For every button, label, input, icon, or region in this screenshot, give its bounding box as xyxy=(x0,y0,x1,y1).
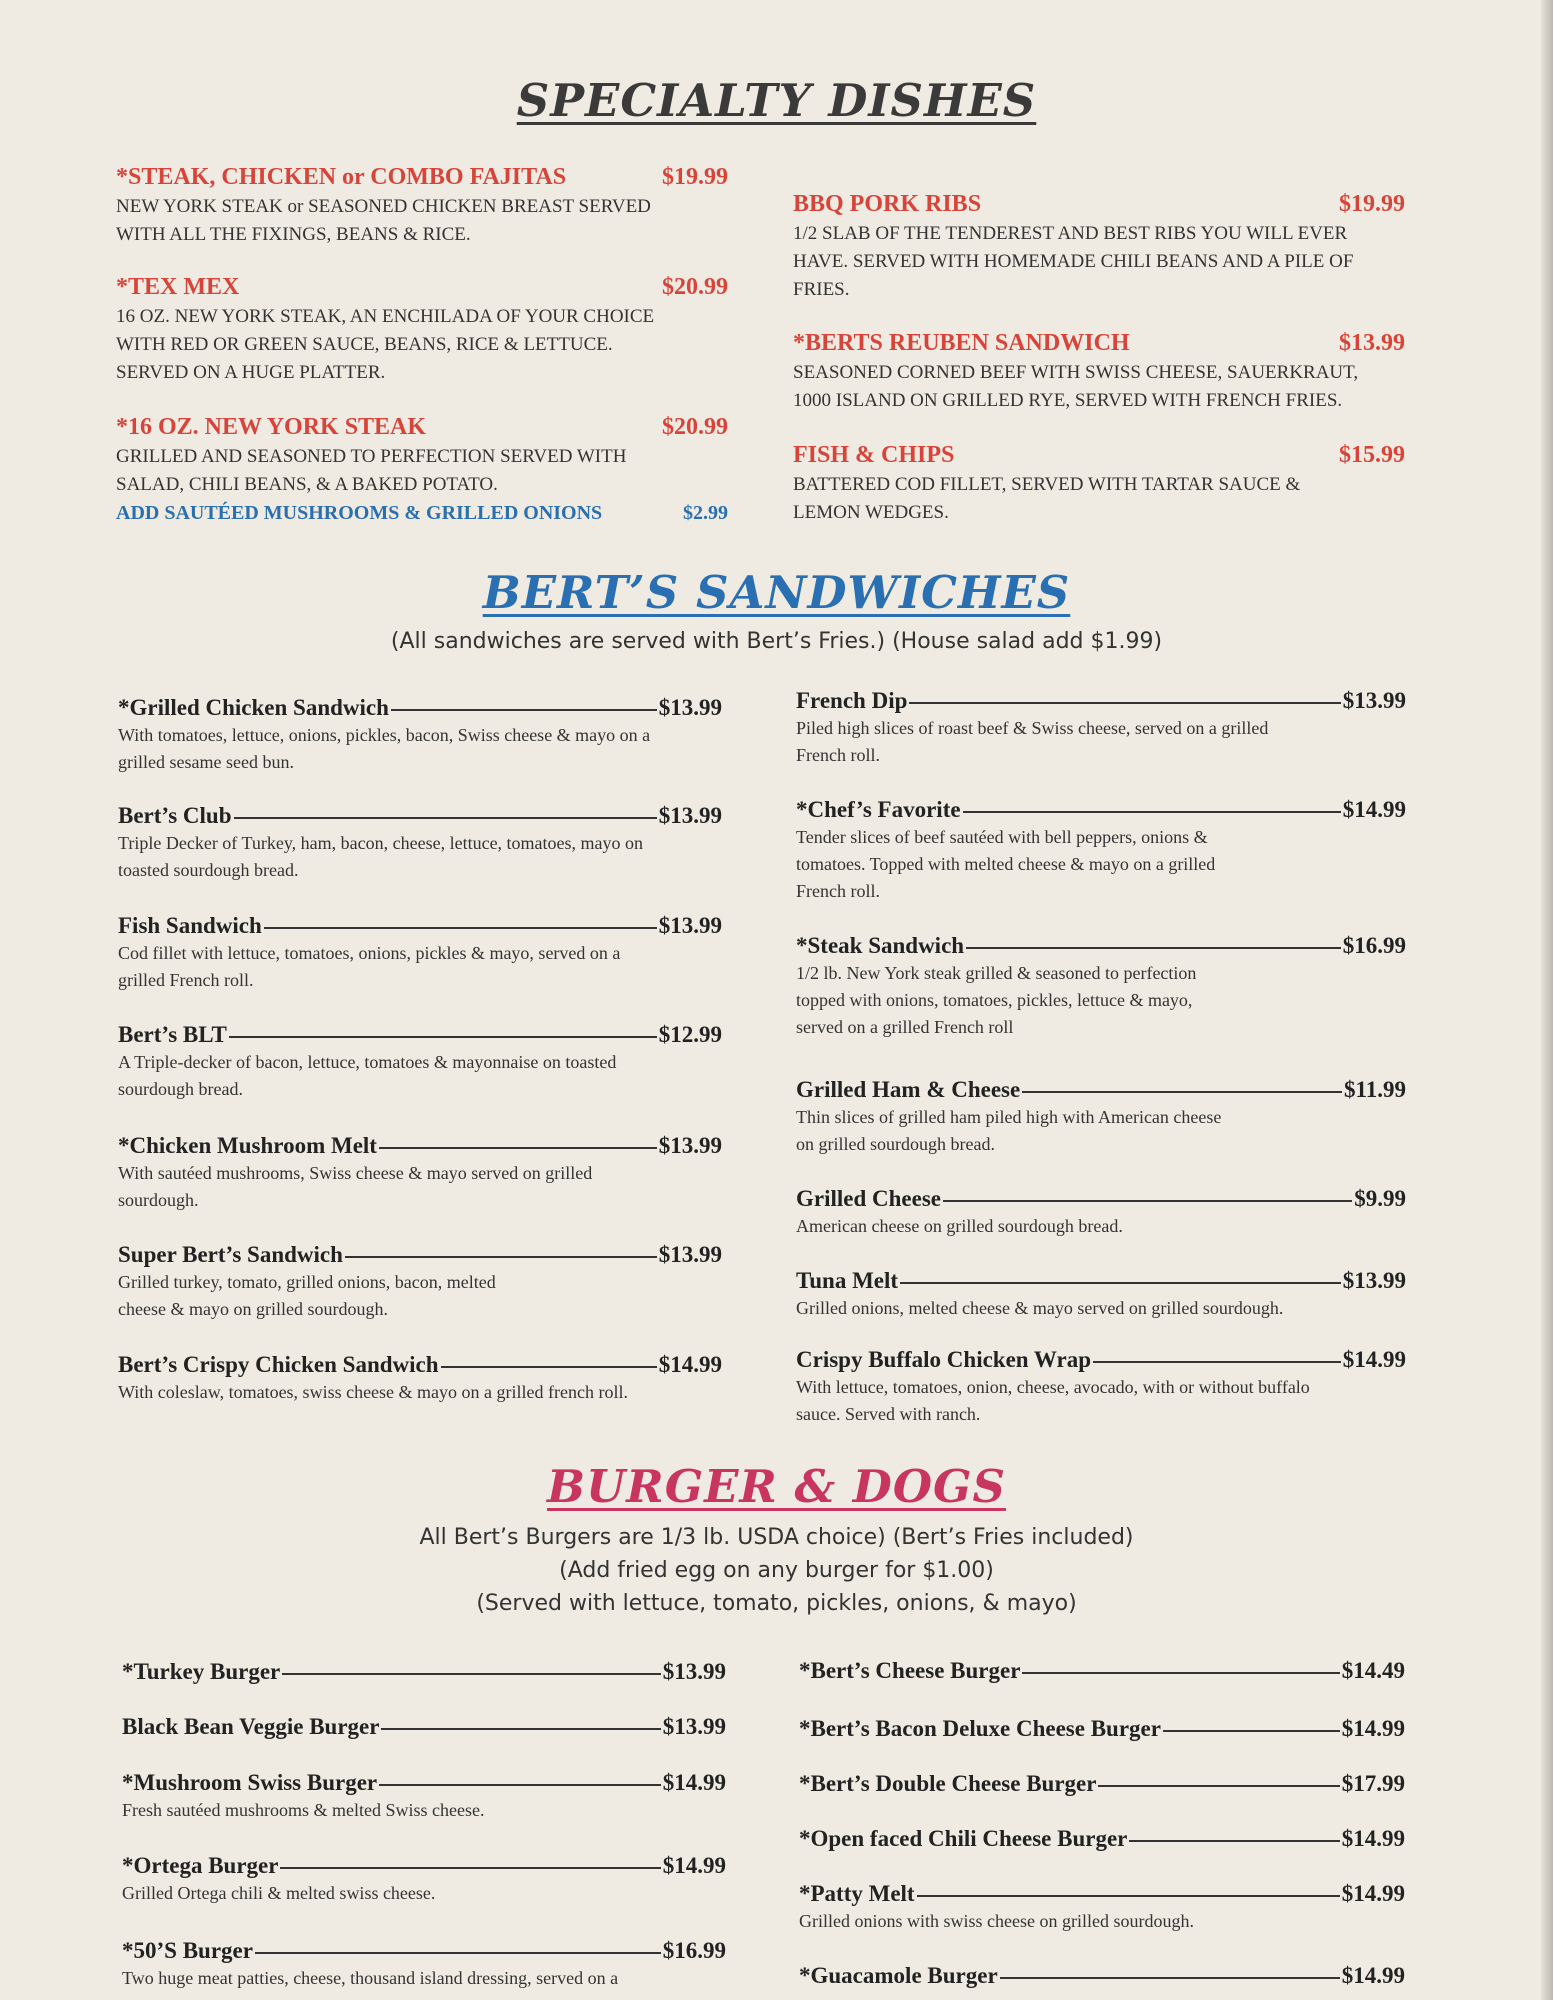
burgers-title: BURGER & DOGS xyxy=(547,1460,1006,1513)
item-name: *Turkey Burger xyxy=(122,1659,281,1684)
menu-item xyxy=(118,1241,722,1323)
specialty-title: SPECIALTY DISHES xyxy=(516,74,1037,127)
menu-item-header xyxy=(118,694,722,722)
leader-line xyxy=(909,702,1340,704)
description-line: With coleslaw, tomatoes, swiss cheese & mayo on a grilled french roll. xyxy=(118,1382,628,1402)
specialty-item-header xyxy=(116,273,728,301)
menu-item xyxy=(118,802,722,884)
item-price: $11.99 xyxy=(1344,1077,1406,1102)
item-description xyxy=(116,303,728,387)
description-line: WITH ALL THE FIXINGS, BEANS & RICE. xyxy=(116,224,471,245)
specialty-item-header xyxy=(116,163,728,191)
item-name: *Ortega Burger xyxy=(122,1853,279,1878)
description-line: SERVED ON A HUGE PLATTER. xyxy=(116,362,386,383)
item-name: Bert’s Club xyxy=(118,803,232,828)
menu-item xyxy=(799,1657,1405,1685)
item-name: *Bert’s Double Cheese Burger xyxy=(799,1771,1097,1796)
menu-item-header xyxy=(799,1657,1405,1685)
item-name: Fish Sandwich xyxy=(118,913,262,938)
leader-line xyxy=(1022,1091,1342,1093)
leader-line xyxy=(1163,1730,1340,1732)
menu-item-header xyxy=(796,1185,1406,1213)
menu-item-header xyxy=(122,1713,726,1741)
leader-line xyxy=(229,1036,657,1038)
description-line: toasted sourdough bread. xyxy=(118,860,299,880)
item-description xyxy=(796,715,1406,769)
item-price: $14.99 xyxy=(1341,1881,1405,1906)
item-price: $13.99 xyxy=(658,803,722,828)
specialty-item xyxy=(793,190,1405,304)
item-name: *STEAK, CHICKEN or COMBO FAJITAS xyxy=(116,164,567,190)
description-line: LEMON WEDGES. xyxy=(793,502,949,523)
item-price: $14.99 xyxy=(1341,1963,1405,1988)
menu-item xyxy=(796,1267,1406,1322)
item-description xyxy=(793,359,1405,415)
menu-item xyxy=(799,1715,1405,1743)
description-line: Thin slices of grilled ham piled high with American cheese xyxy=(796,1107,1222,1127)
description-line: Grilled onions with swiss cheese on grilled sourdough. xyxy=(799,1911,1194,1931)
menu-item xyxy=(122,1658,726,1686)
item-price: $12.99 xyxy=(658,1022,722,1047)
item-name: Bert’s Crispy Chicken Sandwich xyxy=(118,1352,439,1377)
item-price: $13.99 xyxy=(658,1133,722,1158)
addon-name: ADD SAUTÉED MUSHROOMS & GRILLED ONIONS xyxy=(116,502,603,524)
menu-item xyxy=(796,796,1406,905)
menu-item xyxy=(799,1825,1405,1853)
item-price: $14.99 xyxy=(1341,1716,1405,1741)
menu-item xyxy=(122,1852,726,1907)
specialty-item xyxy=(793,329,1405,415)
item-description xyxy=(116,443,728,499)
description-line: 16 OZ. NEW YORK STEAK, AN ENCHILADA OF YOUR CHOICE xyxy=(116,306,655,327)
item-price: $13.99 xyxy=(658,1242,722,1267)
item-name: Super Bert’s Sandwich xyxy=(118,1242,343,1267)
item-price: $16.99 xyxy=(1342,933,1406,958)
description-line: grilled sesame seed bun. xyxy=(118,752,294,772)
menu-item xyxy=(118,1021,722,1103)
leader-line xyxy=(1098,1785,1339,1787)
menu-item xyxy=(796,1346,1406,1428)
menu-item-header xyxy=(122,1937,726,1965)
item-price: $13.99 xyxy=(662,1659,726,1684)
item-price: $14.99 xyxy=(662,1853,726,1878)
description-line: A Triple-decker of bacon, lettuce, tomatoes & mayonnaise on toasted xyxy=(118,1052,617,1072)
item-description xyxy=(118,722,722,776)
item-description xyxy=(793,220,1405,304)
description-line: sauce. Served with ranch. xyxy=(796,1404,981,1424)
description-line: Grilled turkey, tomato, grilled onions, bacon, melted xyxy=(118,1272,496,1292)
specialty-item-header xyxy=(793,329,1405,357)
description-line: HAVE. SERVED WITH HOMEMADE CHILI BEANS AND A PILE OF xyxy=(793,251,1354,272)
burgers-note-1: All Bert’s Burgers are 1/3 lb. USDA choice) (Bert’s Fries included) xyxy=(419,1525,1134,1550)
description-line: Two huge meat patties, cheese, thousand island dressing, served on a xyxy=(122,1968,619,1988)
description-line: Triple Decker of Turkey, ham, bacon, cheese, lettuce, tomatoes, mayo on xyxy=(118,833,644,853)
menu-item-header xyxy=(799,1715,1405,1743)
description-line: Tender slices of beef sautéed with bell peppers, onions & xyxy=(796,827,1208,847)
menu-item-header xyxy=(796,1076,1406,1104)
description-line: SEASONED CORNED BEEF WITH SWISS CHEESE, SAUERKRAUT, xyxy=(793,362,1359,383)
specialty-item xyxy=(793,441,1405,527)
description-line: NEW YORK STEAK or SEASONED CHICKEN BREAST SERVED xyxy=(116,196,651,217)
leader-line xyxy=(963,811,1341,813)
item-price: $13.99 xyxy=(1339,330,1405,356)
menu-item-header xyxy=(118,912,722,940)
menu-item xyxy=(799,1962,1405,1990)
leader-line xyxy=(441,1366,657,1368)
leader-line xyxy=(1129,1840,1339,1842)
menu-item-header xyxy=(799,1825,1405,1853)
menu-item xyxy=(796,687,1406,769)
menu-item-header xyxy=(799,1770,1405,1798)
item-price: $19.99 xyxy=(1339,191,1405,217)
description-line: Grilled onions, melted cheese & mayo served on grilled sourdough. xyxy=(796,1298,1284,1318)
description-line: French roll. xyxy=(796,881,880,901)
item-name: *Bert’s Cheese Burger xyxy=(799,1658,1021,1683)
item-price: $19.99 xyxy=(662,164,728,190)
leader-line xyxy=(282,1673,661,1675)
item-name: Grilled Ham & Cheese xyxy=(796,1077,1021,1102)
item-price: $20.99 xyxy=(662,414,728,440)
item-description xyxy=(118,1269,722,1323)
item-name: *Grilled Chicken Sandwich xyxy=(118,695,389,720)
description-line: Fresh sautéed mushrooms & melted Swiss cheese. xyxy=(122,1800,485,1820)
item-name: *Mushroom Swiss Burger xyxy=(122,1770,378,1795)
description-line: cheese & mayo on grilled sourdough. xyxy=(118,1299,388,1319)
description-line: GRILLED AND SEASONED TO PERFECTION SERVED WITH xyxy=(116,446,627,467)
page-edge xyxy=(1541,0,1553,2000)
specialty-item-header xyxy=(116,413,728,441)
menu-item-header xyxy=(796,687,1406,715)
specialty-item xyxy=(116,163,728,249)
description-line: WITH RED OR GREEN SAUCE, BEANS, RICE & LETTUCE. xyxy=(116,334,613,355)
item-description xyxy=(799,1908,1405,1935)
item-description xyxy=(122,1965,726,1992)
specialty-item xyxy=(116,413,728,527)
leader-line xyxy=(1000,1977,1340,1979)
description-line: 1/2 SLAB OF THE TENDEREST AND BEST RIBS YOU WILL EVER xyxy=(793,223,1348,244)
description-line: on grilled sourdough bread. xyxy=(796,1134,995,1154)
menu-item xyxy=(796,932,1406,1041)
burgers-note-3: (Served with lettuce, tomato, pickles, onions, & mayo) xyxy=(476,1591,1077,1616)
description-line: 1000 ISLAND ON GRILLED RYE, SERVED WITH FRENCH FRIES. xyxy=(793,390,1343,411)
menu-item-header xyxy=(799,1880,1405,1908)
item-description xyxy=(118,940,722,994)
leader-line xyxy=(966,947,1341,949)
description-line: sourdough. xyxy=(118,1190,199,1210)
menu-item-header xyxy=(122,1658,726,1686)
menu-item xyxy=(118,1351,722,1406)
menu-item-header xyxy=(796,796,1406,824)
item-name: *Steak Sandwich xyxy=(796,933,965,958)
description-line: With lettuce, tomatoes, onion, cheese, avocado, with or without buffalo xyxy=(796,1377,1310,1397)
leader-line xyxy=(381,1728,660,1730)
leader-line xyxy=(280,1867,660,1869)
menu-item-header xyxy=(122,1852,726,1880)
item-name: Bert’s BLT xyxy=(118,1022,227,1047)
item-description xyxy=(118,1049,722,1103)
item-price: $13.99 xyxy=(1342,1268,1406,1293)
menu-item xyxy=(796,1076,1406,1158)
menu-item-header xyxy=(796,932,1406,960)
item-name: BBQ PORK RIBS xyxy=(793,191,982,217)
description-line: sourdough bread. xyxy=(118,1079,243,1099)
item-price: $14.99 xyxy=(1341,1826,1405,1851)
item-description xyxy=(796,1213,1406,1240)
leader-line xyxy=(264,927,657,929)
leader-line xyxy=(900,1282,1341,1284)
addon-price: $2.99 xyxy=(683,502,728,524)
item-description xyxy=(796,824,1406,905)
addon-line xyxy=(116,499,728,527)
item-name: *BERTS REUBEN SANDWICH xyxy=(793,330,1130,356)
item-description xyxy=(122,1797,726,1824)
item-name: Black Bean Veggie Burger xyxy=(122,1714,380,1739)
menu-item xyxy=(799,1880,1405,1935)
item-price: $14.49 xyxy=(1341,1658,1405,1683)
specialty-item-header xyxy=(793,441,1405,469)
leader-line xyxy=(943,1200,1352,1202)
menu-item xyxy=(799,1770,1405,1798)
item-name: FISH & CHIPS xyxy=(793,442,955,468)
item-price: $14.99 xyxy=(662,1770,726,1795)
description-line: American cheese on grilled sourdough bread. xyxy=(796,1216,1123,1236)
leader-line xyxy=(379,1784,661,1786)
menu-item-header xyxy=(122,1769,726,1797)
leader-line xyxy=(391,709,657,711)
sandwiches-title: BERT’S SANDWICHES xyxy=(482,566,1071,619)
item-description xyxy=(796,1374,1406,1428)
item-description xyxy=(116,193,728,249)
item-description xyxy=(118,1160,722,1214)
menu-item xyxy=(796,1185,1406,1240)
item-name: Grilled Cheese xyxy=(796,1186,941,1211)
menu-item-header xyxy=(118,1021,722,1049)
leader-line xyxy=(917,1895,1340,1897)
leader-line xyxy=(1022,1672,1339,1674)
item-price: $16.99 xyxy=(662,1938,726,1963)
menu-item xyxy=(122,1713,726,1741)
description-line: With tomatoes, lettuce, onions, pickles, bacon, Swiss cheese & mayo on a xyxy=(118,725,651,745)
menu-item xyxy=(122,1937,726,1992)
description-line: BATTERED COD FILLET, SERVED WITH TARTAR SAUCE & xyxy=(793,474,1301,495)
menu-item xyxy=(118,912,722,994)
item-name: French Dip xyxy=(796,688,908,713)
leader-line xyxy=(1093,1361,1341,1363)
specialty-item-header xyxy=(793,190,1405,218)
menu-item xyxy=(118,1132,722,1214)
menu-item-header xyxy=(799,1962,1405,1990)
menu-item xyxy=(118,694,722,776)
item-price: $20.99 xyxy=(662,274,728,300)
item-price: $15.99 xyxy=(1339,442,1405,468)
leader-line xyxy=(345,1256,657,1258)
item-description xyxy=(796,960,1406,1041)
item-description xyxy=(796,1295,1406,1322)
description-line: With sautéed mushrooms, Swiss cheese & mayo served on grilled xyxy=(118,1163,593,1183)
item-price: $13.99 xyxy=(658,913,722,938)
menu-item-header xyxy=(118,1132,722,1160)
item-price: $14.99 xyxy=(1342,797,1406,822)
item-name: *Chef’s Favorite xyxy=(796,797,961,822)
description-line: SALAD, CHILI BEANS, & A BAKED POTATO. xyxy=(116,474,498,495)
item-name: *16 OZ. NEW YORK STEAK xyxy=(116,414,427,440)
menu-item-header xyxy=(118,1351,722,1379)
description-line: Piled high slices of roast beef & Swiss cheese, served on a grilled xyxy=(796,718,1269,738)
item-price: $14.99 xyxy=(658,1352,722,1377)
item-name: Tuna Melt xyxy=(796,1268,899,1293)
description-line: Cod fillet with lettuce, tomatoes, onions, pickles & mayo, served on a xyxy=(118,943,621,963)
item-price: $13.99 xyxy=(658,695,722,720)
item-name: *Patty Melt xyxy=(799,1881,915,1906)
leader-line xyxy=(234,817,657,819)
description-line: French roll. xyxy=(796,745,880,765)
menu-item-header xyxy=(118,802,722,830)
menu-item-header xyxy=(118,1241,722,1269)
item-name: *Bert’s Bacon Deluxe Cheese Burger xyxy=(799,1716,1161,1741)
description-line: Grilled Ortega chili & melted swiss cheese. xyxy=(122,1883,436,1903)
item-price: $17.99 xyxy=(1341,1771,1405,1796)
menu-item-header xyxy=(796,1267,1406,1295)
burgers-note-2: (Add fried egg on any burger for $1.00) xyxy=(559,1558,994,1583)
description-line: tomatoes. Topped with melted cheese & mayo on a grilled xyxy=(796,854,1216,874)
item-name: *50’S Burger xyxy=(122,1938,253,1963)
item-description xyxy=(118,830,722,884)
description-line: topped with onions, tomatoes, pickles, lettuce & mayo, xyxy=(796,990,1193,1010)
description-line: FRIES. xyxy=(793,279,850,300)
item-name: *Open faced Chili Cheese Burger xyxy=(799,1826,1128,1851)
item-name: Crispy Buffalo Chicken Wrap xyxy=(796,1347,1092,1372)
description-line: 1/2 lb. New York steak grilled & seasoned to perfection xyxy=(796,963,1197,983)
item-description xyxy=(122,1880,726,1907)
menu-item xyxy=(122,1769,726,1824)
description-line: grilled French roll. xyxy=(118,970,254,990)
item-description xyxy=(118,1379,722,1406)
item-price: $13.99 xyxy=(662,1714,726,1739)
item-price: $14.99 xyxy=(1342,1347,1406,1372)
item-description xyxy=(796,1104,1406,1158)
sandwiches-note: (All sandwiches are served with Bert’s Fries.) (House salad add $1.99) xyxy=(390,629,1163,654)
item-name: *TEX MEX xyxy=(116,274,240,300)
specialty-item xyxy=(116,273,728,387)
description-line: served on a grilled French roll xyxy=(796,1017,1014,1037)
leader-line xyxy=(379,1147,657,1149)
item-price: $9.99 xyxy=(1354,1186,1406,1211)
leader-line xyxy=(255,1952,661,1954)
item-price: $13.99 xyxy=(1342,688,1406,713)
item-description xyxy=(793,471,1405,527)
item-name: *Chicken Mushroom Melt xyxy=(118,1133,377,1158)
menu-item-header xyxy=(796,1346,1406,1374)
item-name: *Guacamole Burger xyxy=(799,1963,998,1988)
